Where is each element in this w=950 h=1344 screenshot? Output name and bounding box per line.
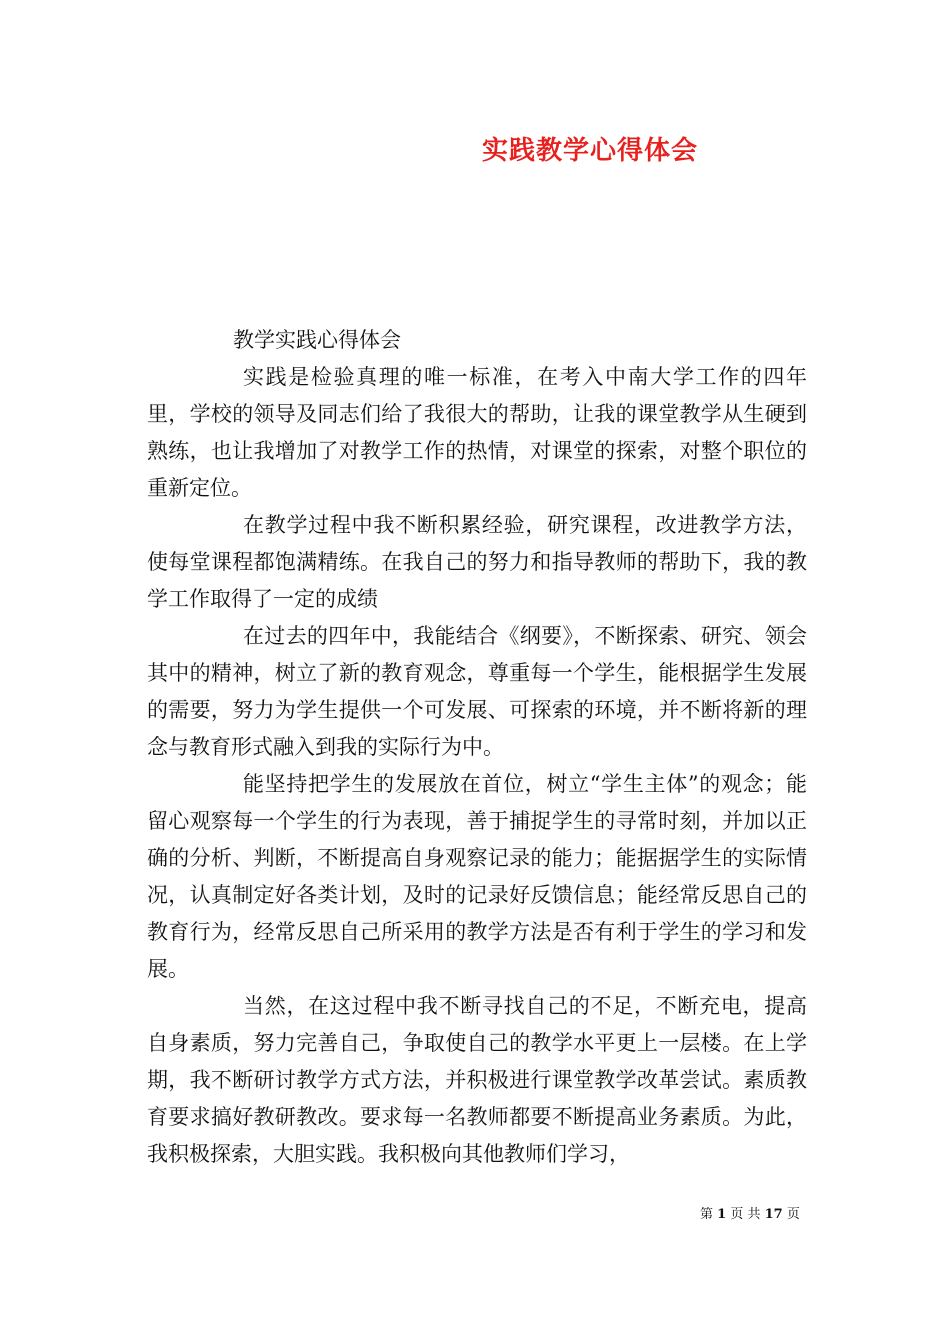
page-footer (700, 1203, 800, 1222)
footer-page-number: 1 (717, 1207, 727, 1222)
footer-prefix: 第 (700, 1207, 714, 1222)
paragraph-2: 在教学过程中我不断积累经验，研究课程，改进教学方法，使每堂课程都饱满精练。在我自己的努力和指导教师的帮助下，我的教学工作取得了一定的成绩 (147, 513, 807, 611)
document-body (147, 322, 807, 1173)
footer-suffix: 页 (786, 1207, 800, 1222)
footer-middle: 页 共 (730, 1207, 761, 1222)
page-title: 实践教学心得体会 (481, 136, 698, 166)
paragraph-5: 当然，在这过程中我不断寻找自己的不足，不断充电，提高自身素质，努力完善自己，争取使自己的教学水平更上一层楼。在上学期，我不断研讨教学方式方法，并积极进行课堂教学改革尝试。素质教育要求搞好教研教改。要求每一名教师都要不断提高业务素质。为此，我积极探索，大胆实践。我积极向其他教师们学习， (147, 994, 807, 1166)
paragraph-4: 能坚持把学生的发展放在首位，树立“学生主体”的观念；能留心观察每一个学生的行为表现，善于捕捉学生的寻常时刻，并加以正确的分析、判断，不断提高自身观察记录的能力；能据据学生的实际情况，认真制定好各类计划，及时的记录好反馈信息；能经常反思自己的教育行为，经常反思自己所采用的教学方法是否有利于学生的学习和发展。 (147, 772, 807, 981)
paragraph-1: 实践是检验真理的唯一标准，在考入中南大学工作的四年里，学校的领导及同志们给了我很大的帮助，让我的课堂教学从生硬到熟练，也让我增加了对教学工作的热情，对课堂的探索，对整个职位的重新定位。 (147, 365, 807, 500)
footer-total-pages: 17 (764, 1207, 783, 1222)
document-subtitle: 教学实践心得体会 (233, 328, 401, 352)
paragraph-3: 在过去的四年中，我能结合《纲要》，不断探索、研究、领会其中的精神，树立了新的教育观念，尊重每一个学生，能根据学生发展的需要，努力为学生提供一个可发展、可探索的环境，并不断将新的理念与教育形式融入到我的实际行为中。 (147, 624, 807, 759)
